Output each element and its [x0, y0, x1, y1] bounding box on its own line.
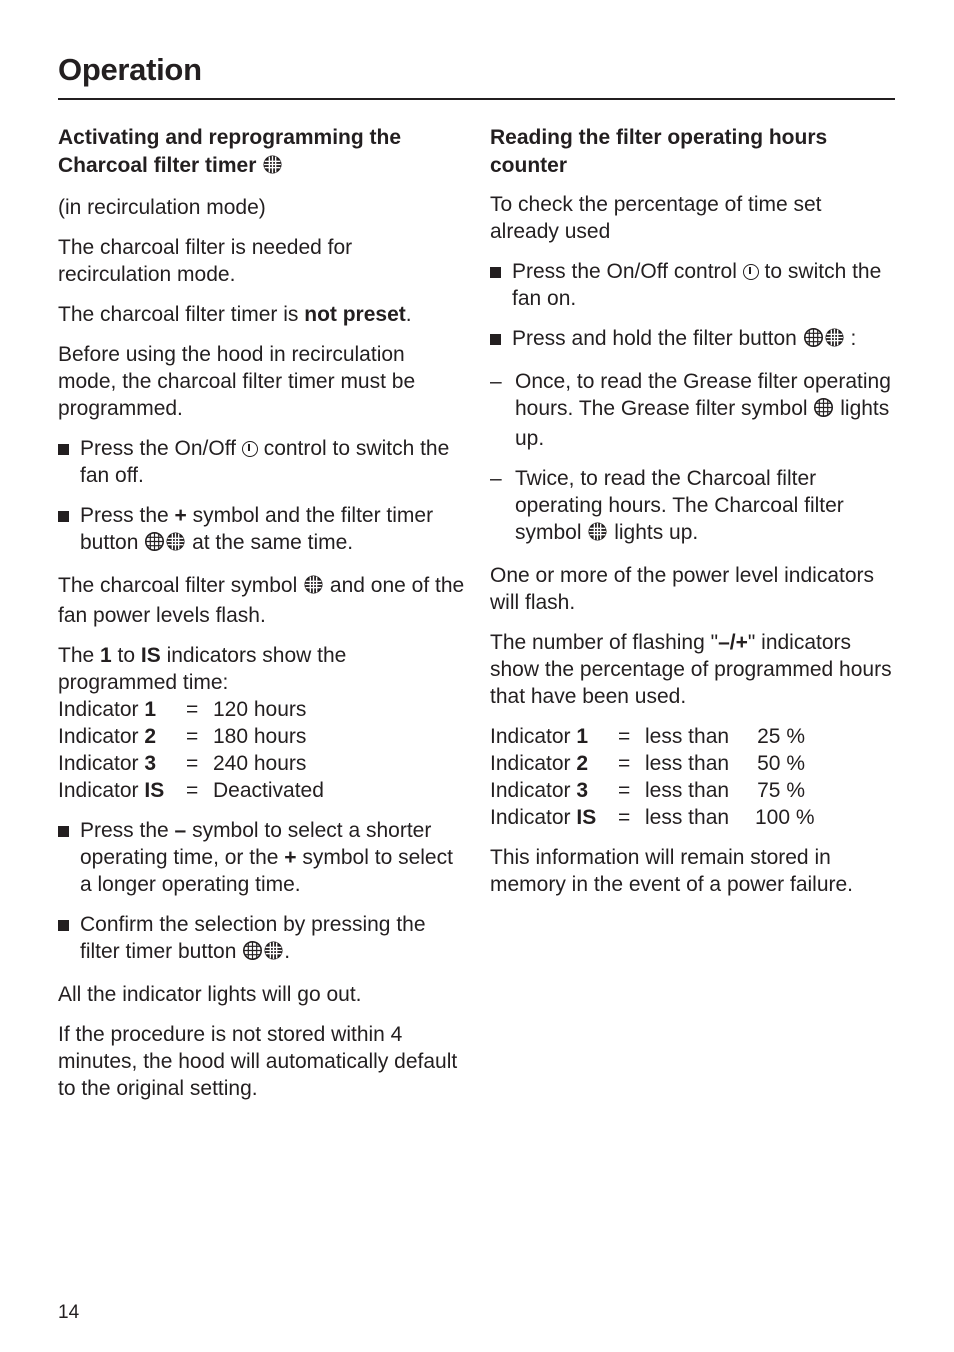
- memory-info-text: This information will remain stored in memory in the event of a power failure.: [490, 846, 854, 896]
- indicators-intro: [58, 642, 468, 696]
- grease-post: lights up.: [515, 397, 890, 450]
- indicator-label: Indicator: [58, 752, 145, 775]
- equals-sign: =: [618, 752, 631, 775]
- step2-mid: symbol and the filter timer button: [80, 504, 434, 554]
- press-hold-pre: Press and hold the filter button: [512, 327, 803, 350]
- flashing-post: " indicators show the percentage of programmed hours that have been used.: [490, 631, 892, 708]
- less-than-text: less than: [645, 779, 730, 802]
- charcoal-needed-text: The charcoal filter is needed for recirculation mode.: [58, 236, 353, 286]
- title-rule: [58, 98, 895, 100]
- indicator-number: IS: [144, 779, 165, 802]
- indicator-value: Deactivated: [213, 779, 324, 802]
- equals-sign: =: [618, 779, 631, 802]
- indicator-label: Indicator: [490, 725, 577, 748]
- step-switch-on: [490, 258, 895, 312]
- not-preset-bold: not preset: [304, 303, 406, 326]
- bullet-square: [58, 444, 69, 455]
- bullet-square: [58, 826, 69, 837]
- step2-pre: Press the: [80, 504, 175, 527]
- indicator-label: Indicator: [490, 779, 577, 802]
- equals-sign: =: [186, 698, 199, 721]
- step-select-time: [58, 817, 468, 898]
- indicator-value: 240 hours: [213, 752, 307, 775]
- less-than-text: less than: [645, 725, 730, 748]
- table-row: [58, 696, 468, 723]
- not-preset-pre: The charcoal filter timer is: [58, 303, 305, 326]
- percentage-value: 100 %: [755, 806, 815, 829]
- equals-sign: =: [186, 725, 199, 748]
- step-switch-off: [58, 435, 468, 489]
- table-row: [58, 777, 468, 804]
- power-icon: [242, 441, 258, 457]
- indicator-name: [490, 750, 618, 777]
- equals-sign: =: [186, 752, 199, 775]
- right-column: [490, 124, 895, 911]
- charcoal-filter-icon: [303, 574, 324, 602]
- not-preset-text: [58, 301, 468, 328]
- step-press-plus-and-timer: [58, 502, 468, 559]
- indicator-name: [490, 804, 618, 831]
- grease-filter-icon: [813, 397, 834, 425]
- equals-sign: =: [618, 806, 631, 829]
- bullet-square: [490, 267, 501, 278]
- power-level-flash-text: One or more of the power level indicators will flash.: [490, 564, 875, 614]
- indicator-number: 2: [576, 752, 589, 775]
- indicator-name: [490, 777, 618, 804]
- left-heading: [58, 124, 468, 183]
- grease-filter-substep: [490, 368, 895, 452]
- plus-symbol: +: [284, 846, 297, 869]
- table-row: [58, 723, 468, 750]
- indicator-name: [58, 696, 186, 723]
- indicator-label: Indicator: [490, 752, 577, 775]
- step-switch-off-post: control to switch the fan off.: [80, 437, 450, 487]
- filter-timer-button-icon: [144, 531, 186, 559]
- symbol-flash-pre: The charcoal filter symbol: [58, 574, 304, 597]
- less-than-text: less than: [645, 806, 730, 829]
- power-icon: [743, 264, 759, 280]
- less-than-text: less than: [645, 752, 730, 775]
- right-heading: Reading the filter operating hours counter: [490, 126, 828, 177]
- indicator-number: 2: [144, 725, 157, 748]
- indicator-label: Indicator: [490, 806, 577, 829]
- indicator-number: 3: [576, 779, 589, 802]
- filter-timer-button-icon: [242, 940, 284, 968]
- dash-marker: –: [490, 467, 502, 490]
- indicator-name: [58, 750, 186, 777]
- recirculation-note: (in recirculation mode): [58, 196, 266, 219]
- indicator-number: 3: [144, 752, 157, 775]
- before-using-text: Before using the hood in recirculation mode, the charcoal filter timer must be programmed.: [58, 343, 416, 420]
- charcoal-filter-icon: [262, 154, 283, 183]
- default-setting-text: If the procedure is not stored within 4 minutes, the hood will automatically default to the original setting.: [58, 1023, 458, 1100]
- equals-sign: =: [618, 725, 631, 748]
- page-title: Operation: [58, 52, 202, 87]
- usage-indicator-table: [490, 723, 895, 831]
- percentage-value: 50 %: [757, 752, 805, 775]
- timer-indicator-table: [58, 696, 468, 804]
- indicator-name: [490, 723, 618, 750]
- step4-pre: Confirm the selection by pressing the filter timer button: [80, 913, 426, 963]
- page-number: 14: [58, 1302, 80, 1323]
- indicator-number: 1: [144, 698, 157, 721]
- step-switch-off-pre: Press the On/Off: [80, 437, 242, 460]
- grease-pre: Once, to read the Grease filter operating hours. The Grease filter symbol: [515, 370, 891, 420]
- symbol-flash-text: [58, 572, 468, 629]
- left-column: [58, 124, 468, 1115]
- step3-mid: symbol to select a shorter operating time, or the: [80, 819, 432, 869]
- bullet-square: [58, 920, 69, 931]
- intro-a: The: [58, 644, 101, 667]
- switch-on-pre: Press the On/Off control: [512, 260, 743, 283]
- minus-symbol: –: [174, 819, 187, 842]
- table-row: [490, 804, 895, 831]
- indicator-label: Indicator: [58, 725, 145, 748]
- intro-c: indicators show the programmed time:: [58, 644, 347, 694]
- step2-post: at the same time.: [186, 531, 354, 554]
- step3-post: symbol to select a longer operating time.: [80, 846, 453, 896]
- indicator-label: Indicator: [58, 779, 145, 802]
- indicator-value: 120 hours: [213, 698, 307, 721]
- switch-on-post: to switch the fan on.: [512, 260, 882, 310]
- indicator-name: [58, 723, 186, 750]
- percentage-value: 25 %: [757, 725, 805, 748]
- step4-post: .: [284, 940, 291, 963]
- plus-symbol: +: [174, 504, 187, 527]
- step-confirm: [58, 911, 468, 968]
- table-row: [490, 750, 895, 777]
- charcoal-filter-icon: [587, 521, 608, 549]
- intro-b: to: [111, 644, 141, 667]
- step3-pre: Press the: [80, 819, 175, 842]
- table-row: [490, 777, 895, 804]
- intro-is: IS: [140, 644, 161, 667]
- table-row: [490, 723, 895, 750]
- flashing-indicators-text: [490, 629, 895, 710]
- indicator-name: [58, 777, 186, 804]
- bullet-square: [490, 334, 501, 345]
- flashing-bold: –/+: [718, 631, 748, 654]
- equals-sign: =: [186, 779, 199, 802]
- press-hold-post: :: [844, 327, 857, 350]
- flashing-pre: The number of flashing ": [490, 631, 719, 654]
- charcoal-pre: Twice, to read the Charcoal filter operating hours. The Charcoal filter symbol: [515, 467, 844, 544]
- charcoal-post: lights up.: [608, 521, 699, 544]
- intro-1: 1: [100, 644, 112, 667]
- indicator-value: 180 hours: [213, 725, 307, 748]
- step-press-hold-filter: [490, 325, 895, 355]
- filter-button-icon: [803, 327, 845, 355]
- percentage-value: 75 %: [757, 779, 805, 802]
- not-preset-post: .: [405, 303, 412, 326]
- check-percentage-text: To check the percentage of time set already used: [490, 193, 822, 243]
- symbol-flash-post: and one of the fan power levels flash.: [58, 574, 465, 627]
- left-heading-text: Activating and reprogramming the Charcoal filter timer: [58, 126, 402, 177]
- indicator-number: IS: [576, 806, 597, 829]
- dash-marker: –: [490, 370, 502, 393]
- indicator-number: 1: [576, 725, 589, 748]
- table-row: [58, 750, 468, 777]
- indicator-label: Indicator: [58, 698, 145, 721]
- bullet-square: [58, 511, 69, 522]
- lights-out-text: All the indicator lights will go out.: [58, 983, 362, 1006]
- charcoal-filter-substep: [490, 465, 895, 549]
